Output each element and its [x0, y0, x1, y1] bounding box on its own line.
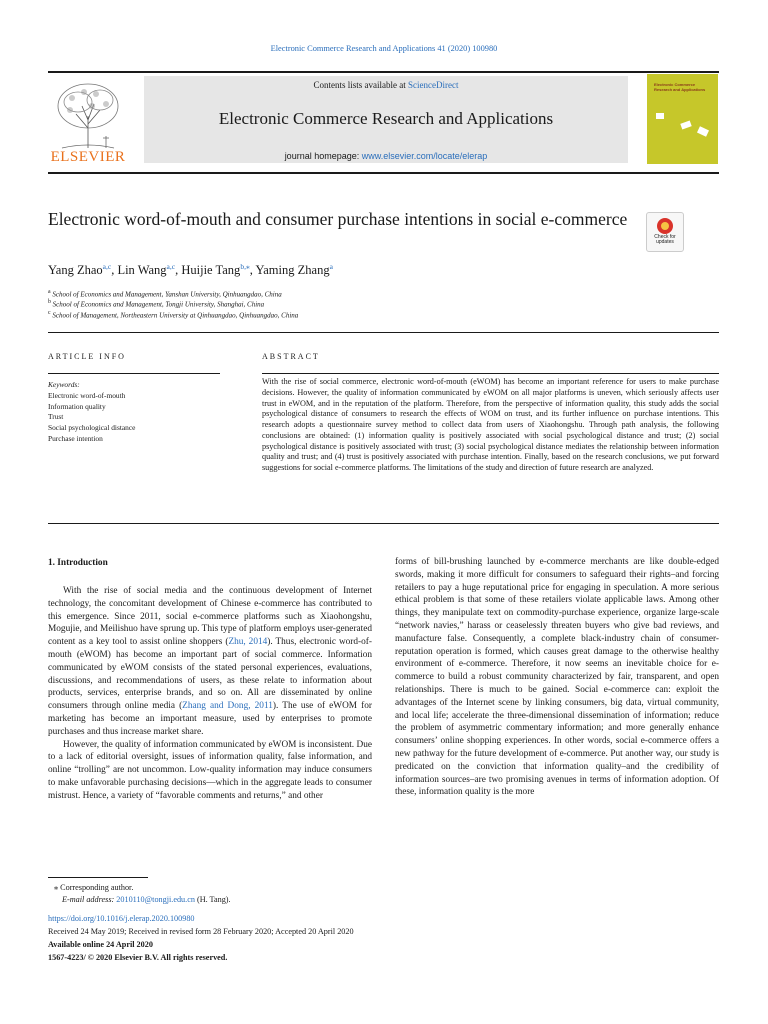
- citation-link[interactable]: Zhang and Dong, 2011: [182, 701, 273, 712]
- publisher-logo-text: ELSEVIER: [50, 149, 126, 165]
- cover-graphic-icon: [656, 113, 664, 119]
- abstract-heading: ABSTRACT: [262, 352, 320, 361]
- keywords-label: Keywords:: [48, 380, 80, 389]
- keyword: Social psychological distance: [48, 423, 136, 433]
- crossmark-icon: [657, 218, 673, 234]
- email-link[interactable]: 2010110@tongji.edu.cn: [116, 895, 195, 904]
- corresponding-author-note: ⁎ Corresponding author.: [54, 883, 134, 892]
- elsevier-logo[interactable]: [48, 76, 128, 166]
- header-bottom-rule: [48, 172, 719, 174]
- author-name[interactable]: Yang Zhao: [48, 263, 103, 278]
- journal-homepage-line: [144, 151, 628, 161]
- cover-title-line-1: Electronic Commerce: [654, 82, 696, 87]
- check-for-updates-label: [647, 235, 683, 245]
- affiliation: $^a$ School of Economics and Management, Yanshan University, Qinhuangdao, China: [48, 289, 282, 299]
- paragraph: forms of bill-brushing launched by e-commerce merchants are like double-edged swords, making it more difficult for consumers to safeguard their rights–and forcing retailers to pay a huge reputational price for engaging in speculation. A more serious ethical problem is that some of these retailers violate applicable laws. Among other things, they manipulate text on commodity-purchase experience, organize large-scale “network navies,” harass or ceaselessly threaten buyers who give bad reviews, and manufacture false. Consequently, a complete black-industry chain of consumer-reputation operation is formed, which causes great damage to the otherwise healthy environment of e-commerce. Therefore, it now seems an inevitable choice for e-commerce to build a robust community characterized by fair, transparent, and open relationships. There is much to be gained. Social e-commerce can: exploit the advantages of the Internet scene by linking consumers, big data, virtual community, and local life; accelerate the three-dimensional dissemination of information; reduce the problem of asymmetric commentary information; and more generally enhance consumers’ online shopping experiences. In other words, social e-commerce offers a new pathway for the future development of e-commerce. Put another way, our study is predicated on the conviction that information quality–and the credibility of information sources–are two promising avenues in terms of information adoption. Of these, information quality is the more: [395, 557, 719, 798]
- badge-line-2: updates: [656, 239, 674, 245]
- article-info-heading: ARTICLE INFO: [48, 352, 126, 361]
- badge-line-1: Check for: [654, 234, 676, 240]
- journal-title: Electronic Commerce Research and Applications: [218, 109, 554, 128]
- keyword: Information quality: [48, 401, 106, 411]
- cover-title: [654, 82, 712, 92]
- divider: [48, 332, 719, 333]
- available-online: Available online 24 April 2020: [48, 940, 153, 949]
- abstract-text: With the rise of social commerce, electronic word-of-mouth (eWOM) has become an important reference for users to make purchase decisions. However, the quality of information communicated by eWOM on all major platforms is uneven, which seriously affects user trust in eWOM, and in the reputation of the platform. Therefore, from the perspective of information quality, this study adds the social psychological distance of consumers to research the effects of WOM on trust, and its further influence on purchase intentions. This research adopts a questionnaire survey method to collect data from users of Xiaohongshu. Through path analysis, the following conclusions are obtained: (1) information quality is positively associated with social psychological distance and trust; (2) social psychological distance is positively associated with trust; (3) social psychological distance mediates the relationship between information quality and trust; and (4) trust is positively associated with purchase intention. Finally, based on the research conclusions, we put forward suggestions for social e-commerce platforms. The limitations of the study and direction of future research are analyzed.: [262, 377, 719, 472]
- author-name[interactable]: Huijie Tang: [181, 263, 241, 278]
- contents-prefix: Contents lists available at: [313, 80, 408, 90]
- cover-title-line-2: Research and Applications: [654, 87, 706, 92]
- author-name[interactable]: Yaming Zhang: [255, 263, 330, 278]
- sciencedirect-link[interactable]: ScienceDirect: [408, 80, 459, 90]
- check-for-updates-badge[interactable]: [646, 212, 684, 252]
- author-name[interactable]: Lin Wang: [117, 263, 167, 278]
- email-label: E-mail address:: [62, 895, 117, 904]
- contents-line: [144, 80, 628, 90]
- paragraph: With the rise of social media and the continuous development of Internet technology, the concomitant development of Chinese e-commerce has contributed to this emergence. Since 2011, social e-commerce platforms such as Xiaohongshu, Mogujie, and Meilishuo have sprung up. This type of platform employs user-generated content as a key tool to assist online shoppers (Zhu, 2014). Thus, electronic word-of-mouth (eWOM) has become an important part of social commerce. Information communicated by eWOM consists of the stated personal experiences, evaluations, discussions, and recommendations of users, as these relate to information about products, services, enterprise brands, and so on. All are disseminated by online consumers through online media (Zhang and Dong, 2011). The use of eWOM for marketing has become an important measure, used by enterprises to promote purchases and thus increase market share.: [48, 586, 373, 737]
- author-affiliation-marker[interactable]: a,c: [102, 262, 112, 271]
- abstract-rule: [262, 373, 719, 374]
- keyword: Electronic word-of-mouth: [48, 390, 126, 400]
- author-affiliation-marker[interactable]: a,c: [166, 262, 176, 271]
- copyright: 1567-4223/ © 2020 Elsevier B.V. All rights reserved.: [48, 953, 228, 962]
- header-top-rule: [48, 71, 719, 73]
- author-affiliation-marker[interactable]: a: [329, 262, 333, 271]
- article-title: Electronic word-of-mouth and consumer purchase intentions in social e-commerce: [48, 209, 628, 229]
- keywords-block: [48, 380, 228, 445]
- keyword: Purchase intention: [48, 433, 103, 443]
- email-note: [62, 895, 231, 904]
- article-info-rule: [48, 373, 220, 374]
- homepage-link[interactable]: www.elsevier.com/locate/elerap: [361, 151, 488, 161]
- affiliation: $^b$ School of Economics and Management, Tongji University, Shanghai, China: [48, 299, 265, 309]
- keyword: Trust: [48, 412, 64, 422]
- section-title-introduction: 1. Introduction: [48, 558, 108, 568]
- received-dates: Received 24 May 2019; Received in revised form 28 February 2020; Accepted 20 April 2020: [48, 927, 354, 936]
- affiliation: $^c$ School of Management, Northeastern University at Qinhuangdao, Qinhuangdao, China: [48, 310, 299, 320]
- footnote-rule: [48, 877, 148, 878]
- email-suffix: (H. Tang).: [194, 895, 231, 904]
- body-column-right: [395, 556, 719, 799]
- divider: [48, 523, 719, 524]
- author-affiliation-marker[interactable]: b,⁎: [240, 262, 250, 271]
- author-list: Yang Zhao$^{a,c}$, Lin Wang$^{a,c}$, Huijie Tang$^{b,⁎}$, Yaming Zhang$^a$: [48, 262, 333, 278]
- paragraph: However, the quality of information communicated by eWOM is inconsistent. Due to a lack of editorial oversight, issues of information quality, false information, and online “trolling” are not uncommon. Low-quality information may induce consumers to make unfavorable purchasing decisions—which in the aggregate leads to consumer mistrust. Hence, a variety of “favorable comments and returns,” and other: [48, 739, 372, 801]
- citation-link[interactable]: Zhu, 2014: [228, 637, 268, 648]
- journal-reference[interactable]: Electronic Commerce Research and Applications 41 (2020) 100980: [270, 44, 498, 53]
- doi-link[interactable]: https://doi.org/10.1016/j.elerap.2020.100980: [48, 914, 195, 923]
- homepage-prefix: journal homepage:: [284, 151, 362, 161]
- body-column-left: [48, 585, 372, 803]
